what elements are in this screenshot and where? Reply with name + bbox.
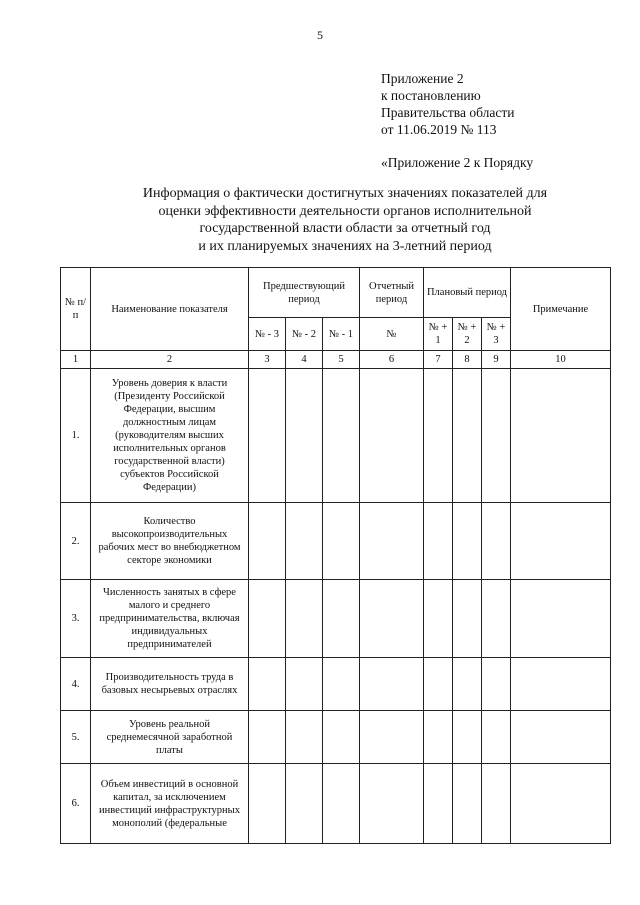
col-number: 10: [511, 351, 611, 369]
subheader-plan2: № + 2: [453, 318, 482, 351]
title-line: оценки эффективности деятельности органов исполнительной: [158, 203, 532, 219]
row-name: Численность занятых в сфере малого и среднего предпринимательства, включая индивидуальных предпринимателей: [91, 580, 249, 658]
cell: [286, 764, 323, 844]
subheader-plan1: № + 1: [424, 318, 453, 351]
cell: [360, 369, 424, 503]
row-name: Уровень реальной среднемесячной заработной платы: [91, 711, 249, 764]
cell: [482, 764, 511, 844]
col-number: 8: [453, 351, 482, 369]
cell: [360, 503, 424, 580]
cell: [360, 580, 424, 658]
cell: [323, 711, 360, 764]
appendix-line: к постановлению: [381, 88, 481, 103]
col-number: 5: [323, 351, 360, 369]
subheader-report: №: [360, 318, 424, 351]
cell: [286, 503, 323, 580]
cell: [453, 580, 482, 658]
cell: [323, 580, 360, 658]
header-reporting: Отчетный период: [360, 268, 424, 318]
cell: [424, 658, 453, 711]
header-name: Наименование показателя: [91, 268, 249, 351]
row-name: Количество высокопроизводительных рабочих мест во внебюджетном секторе экономики: [91, 503, 249, 580]
col-number: 9: [482, 351, 511, 369]
cell: [249, 503, 286, 580]
row-num: 2.: [61, 503, 91, 580]
cell: [286, 658, 323, 711]
cell: [286, 711, 323, 764]
col-number: 3: [249, 351, 286, 369]
title-line: государственной власти области за отчетный год: [199, 221, 491, 236]
cell: [511, 503, 611, 580]
cell: [482, 580, 511, 658]
cell: [511, 369, 611, 503]
cell: [249, 580, 286, 658]
appendix-line: от 11.06.2019 № 113: [381, 122, 497, 137]
table-row: [61, 658, 611, 711]
row-name: Уровень доверия к власти (Президенту Российской Федерации, высшим должностным лицам (руководителям высших исполнительных органов государственной власти) субъектов Российской Федерации): [91, 369, 249, 503]
row-num: 5.: [61, 711, 91, 764]
header-note: Примечание: [511, 268, 611, 351]
cell: [360, 658, 424, 711]
cell: [482, 658, 511, 711]
row-num: 6.: [61, 764, 91, 844]
cell: [424, 369, 453, 503]
header-previous: Предшествующий период: [249, 268, 360, 318]
header-planned: Плановый период: [424, 268, 511, 318]
subheader-prev3: № - 3: [249, 318, 286, 351]
table-row: [61, 580, 611, 658]
appendix-line: Приложение 2: [381, 71, 464, 86]
cell: [360, 711, 424, 764]
cell: [453, 764, 482, 844]
cell: [511, 580, 611, 658]
row-num: 3.: [61, 580, 91, 658]
subheader-prev2: № - 2: [286, 318, 323, 351]
cell: [323, 369, 360, 503]
appendix-line: «Приложение 2 к Порядку: [381, 155, 534, 170]
appendix-block: [381, 70, 533, 171]
col-number: 2: [91, 351, 249, 369]
appendix-line: Правительства области: [381, 105, 515, 120]
header-num: № п/п: [61, 268, 91, 351]
cell: [323, 658, 360, 711]
document-title: [110, 185, 580, 255]
col-number: 7: [424, 351, 453, 369]
cell: [249, 764, 286, 844]
page-number: 5: [317, 28, 323, 42]
cell: [424, 711, 453, 764]
cell: [249, 711, 286, 764]
cell: [249, 369, 286, 503]
col-number: 4: [286, 351, 323, 369]
cell: [453, 658, 482, 711]
cell: [424, 580, 453, 658]
row-name: Производительность труда в базовых несырьевых отраслях: [91, 658, 249, 711]
table-row: [61, 503, 611, 580]
title-line: и их планируемых значениях на 3-летний период: [198, 238, 492, 254]
cell: [453, 711, 482, 764]
cell: [424, 503, 453, 580]
cell: [482, 711, 511, 764]
col-number: 1: [61, 351, 91, 369]
cell: [323, 764, 360, 844]
row-num: 4.: [61, 658, 91, 711]
cell: [286, 580, 323, 658]
cell: [424, 764, 453, 844]
cell: [482, 369, 511, 503]
cell: [323, 503, 360, 580]
subheader-plan3: № + 3: [482, 318, 511, 351]
table-row: [61, 711, 611, 764]
cell: [286, 369, 323, 503]
row-name: Объем инвестиций в основной капитал, за исключением инвестиций инфраструктурных монополий (федеральные: [91, 764, 249, 844]
table-row: [61, 369, 611, 503]
cell: [249, 658, 286, 711]
cell: [453, 503, 482, 580]
title-line: Информация о фактически достигнутых значениях показателей для: [142, 186, 548, 201]
cell: [511, 764, 611, 844]
cell: [511, 711, 611, 764]
col-number: 6: [360, 351, 424, 369]
subheader-prev1: № - 1: [323, 318, 360, 351]
row-num: 1.: [61, 369, 91, 503]
table-row: [61, 764, 611, 844]
cell: [511, 658, 611, 711]
cell: [453, 369, 482, 503]
cell: [482, 503, 511, 580]
indicators-table: [60, 267, 611, 844]
cell: [360, 764, 424, 844]
